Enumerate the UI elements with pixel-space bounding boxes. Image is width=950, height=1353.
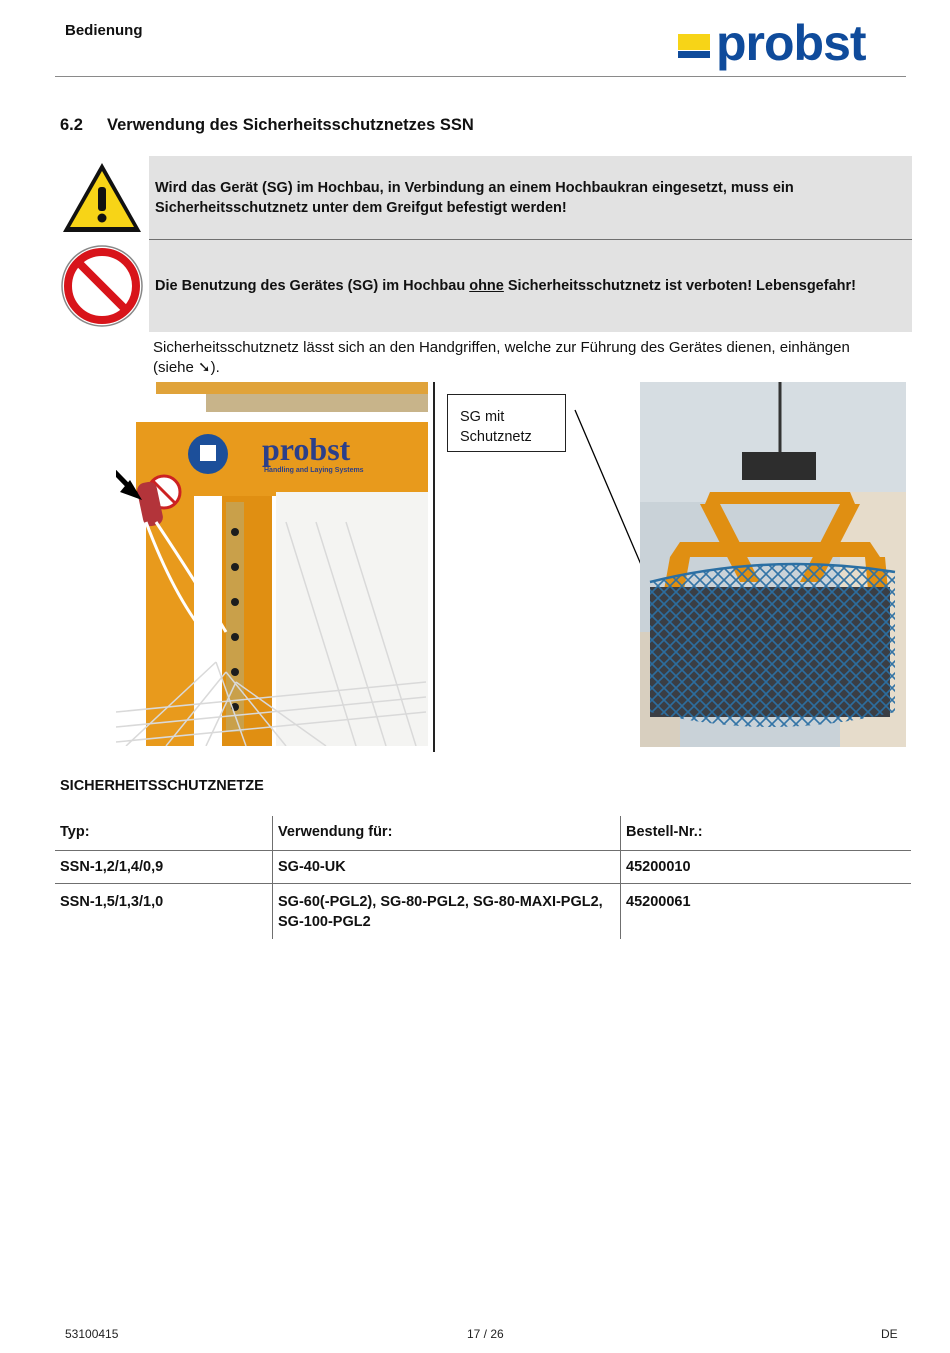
prohibition-text [155,276,856,296]
section-heading [60,116,474,135]
cell-order-number: 45200061 [621,884,912,940]
section-number: 6.2 [60,116,83,134]
intro-paragraph [153,338,893,378]
header-type: Typ: [55,816,273,851]
callout-box [447,394,566,452]
callout-line-2: Schutznetz [460,429,532,445]
table-title: SICHERHEITSSCHUTZNETZE [60,778,264,794]
device-with-net-photo [640,382,906,747]
header-divider [55,76,906,77]
image-divider [433,382,435,752]
prohibition-text-end: Sicherheitsschutznetz ist verboten! Lebensgefahr! [503,278,856,294]
prohibition-box [149,240,912,332]
cell-usage: SG-60(-PGL2), SG-80-PGL2, SG-80-MAXI-PGL2, SG-100-PGL2 [273,884,621,940]
footer-doc-number: 53100415 [65,1327,119,1341]
section-title: Verwendung des Sicherheitsschutznetzes SSN [107,116,474,134]
callout-line-1: SG mit [460,409,505,425]
intro-text: Sicherheitsschutznetz lässt sich an den Handgriffen, welche zur Führung des Gerätes dienen, einhängen (siehe [153,339,850,376]
cell-type: SSN-1,5/1,3/1,0 [60,894,164,910]
footer-language: DE [881,1327,898,1341]
intro-text-end: ). [210,359,220,376]
photo-logo-text: probst [262,431,351,467]
table-header-row [55,816,911,851]
arrow-reference-icon: ➘ [198,359,211,376]
cell-usage: SG-40-UK [273,851,621,884]
warning-triangle-icon [60,160,144,236]
spec-table [55,816,911,939]
warning-text: Wird das Gerät (SG) im Hochbau, in Verbindung an einem Hochbaukran eingesetzt, muss ein Sicherheitsschutznetz unter dem Greifgut befestigt werden! [155,180,794,216]
logo-mark-icon [678,34,710,58]
warning-box [149,156,912,240]
handle-closeup-photo [116,382,428,746]
header-usage: Verwendung für: [273,816,621,851]
footer-page-number: 17 / 26 [467,1327,504,1341]
logo-wordmark: probst [716,15,866,71]
cell-type: SSN-1,2/1,4/0,9 [55,851,273,884]
header-order-number: Bestell-Nr.: [621,816,912,851]
prohibition-text-emphasis: ohne [469,278,504,294]
cell-order-number: 45200010 [621,851,912,884]
photo-logo-subtext: Handling and Laying Systems [264,467,364,474]
probst-logo [678,15,900,74]
prohibition-text-start: Die Benutzung des Gerätes (SG) im Hochbau [155,278,470,294]
table-row [55,851,911,884]
prohibition-sign-icon [60,244,144,328]
header-section-name: Bedienung [65,22,143,39]
table-row [55,884,911,940]
